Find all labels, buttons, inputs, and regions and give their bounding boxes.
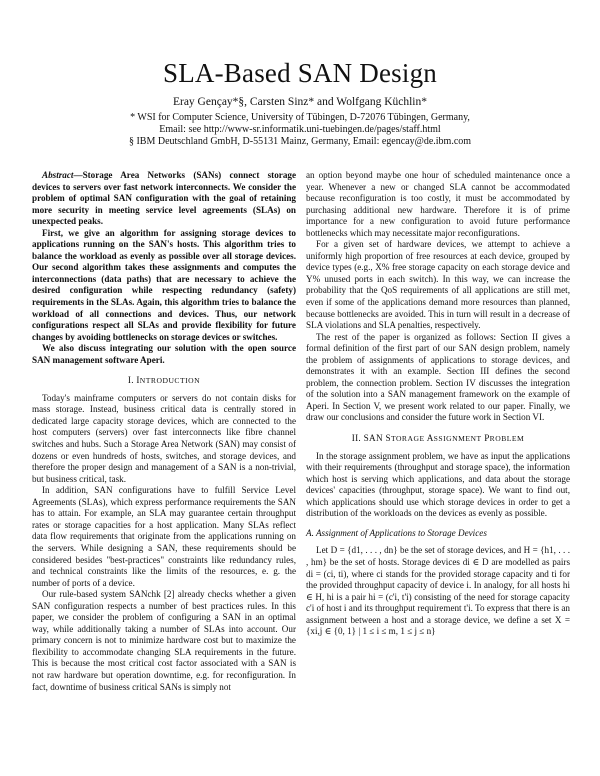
intro-paragraph-5: For a given set of hardware devices, we attempt to achieve a uniformly high proportion of free resources at each device, grouped by device types (e.g., X% free storage capacity on each storage device and Y% unused ports in each switch). In this way, we can increase the probability that the QoS requirements of all applications are still met, even if some of the applications demand more resources than planned, because bottlenecks are avoided. This in turn will result in a decrease of SLA violations and SLA penalties, respectively.: [306, 239, 570, 331]
abstract: [32, 170, 296, 366]
paper-title: SLA-Based SAN Design: [163, 58, 437, 88]
section2-paragraph-2: Let D = {d1, . . . , dn} be the set of storage devices, and H = {h1, . . . , hm} be the set of hosts. Storage devices di ∈ D are modelled as pairs di = (ci, ti), where ci stands for the provided storage capacity and ti for the provided throughput capacity of device i. In analogy, for all hosts hi ∈ H, hi is a pair hi = (c'i, t'i) consisting of the need for storage capacity c'i of host i and its throughput requirement t'i. To express that there is an assignment between a host and a storage device, we define a set X = {xi,j ∈ {0, 1} | 1 ≤ i ≤ m, 1 ≤ j ≤ n}: [306, 545, 570, 637]
intro-paragraph-4: an option beyond maybe one hour of scheduled maintenance once a year. Whenever a new or changed SLA cannot be accommodated because reconfiguration is too costly, it must be accommodated by purchasing additional new hardware. Therefore it is of prime importance for a new configuration to avoid future performance bottlenecks which may necessitate major reconfigurations.: [306, 170, 570, 238]
subsection-heading-assignment: A. Assignment of Applications to Storage Devices: [306, 527, 487, 538]
intro-paragraph-6: The rest of the paper is organized as follows: Section II gives a formal definition of the first part of our SAN design problem, namely the problem of assignments of applications to storage devices, and demonstrates it with an example. Section III defines the second problem, the connection problem. Section IV discusses the integration of the solution into a SAN management framework on the example of Aperi. In Section V, we present work related to our paper. Finally, we draw our conclusions and consider the future work in Section VI.: [306, 331, 570, 423]
abstract-paragraph-3: We also discuss integrating our solution with the open source SAN management software Aperi.: [32, 343, 296, 365]
section-heading-introduction: I. INTRODUCTION: [127, 375, 201, 386]
abstract-paragraph-1: Abstract—Storage Area Networks (SANs) connect storage devices to servers over fast network interconnects. We consider the problem of optimal SAN configuration with the goal of retaining more security in meeting service level agreements (SLAs) on unexpected peaks.: [32, 170, 296, 227]
section-heading-san-storage-assignment: II. SAN STORAGE ASSIGNMENT PROBLEM: [351, 433, 525, 444]
intro-paragraph-2: In addition, SAN configurations have to fulfill Service Level Agreements (SLAs), which express performance requirements the SAN has to attain. For example, an SLA may guarantee certain throughput rates or storage capacities for a host application. Many SLAs reflect data flow requirements that originate from the applications running on the servers. While designing a SAN, these requirements should be considered besides "best-practices" constraints like redundancy rules, and technical constraints like the limits of the resources, e. g. the number of ports of a device.: [32, 485, 296, 588]
left-column: [32, 170, 296, 693]
intro-paragraph-3: Our rule-based system SANchk [2] already checks whether a given SAN configuration respects a number of best practices rules. In this paper, we consider the problem of configuring a SAN in an optimal way, while additionally taking a number of SLAs into account. Our primary concern is not to minimize hardware cost but to maximize the flexibility to accommodate changing SLA requirements in the future. This is because the most critical cost factor associated with a SAN is not raw hardware but operation downtime, e.g. for reconfiguration. In fact, downtime of business critical SANs is simply not: [32, 589, 296, 692]
abstract-paragraph-2: First, we give an algorithm for assigning storage devices to applications running on the SAN's hosts. This algorithm tries to balance the workload as evenly as possible over all storage devices. Our second algorithm takes these assignments and computes the interconnections (data paths) that are necessary to achieve the desired configuration while respecting redundancy (safety) requirements in the SLAs. Again, this algorithm tries to balance the workload of all connections and devices. Thus, our network configurations respect all SLAs and provide flexibility for future changes by avoiding bottlenecks on storage devices or switches.: [32, 227, 296, 342]
author-list: Eray Gençay*§, Carsten Sinz* and Wolfgang Küchlin*: [172, 96, 428, 108]
right-column: [306, 170, 570, 638]
abstract-label: Abstract: [42, 170, 74, 180]
affiliation-3: § IBM Deutschland GmbH, D-55131 Mainz, Germany, Email: egencay@de.ibm.com: [128, 136, 472, 147]
section2-paragraph-1: In the storage assignment problem, we have as input the applications with their requirements (throughput and storage space), the information which host is serving which applications, and data about the storage devices' capacities (throughput, storage space). We want to find out, which applications should use which storage devices in order to get a distribution of the workloads on the devices as evenly as possible.: [306, 450, 570, 519]
affiliation-2: Email: see http://www-sr.informatik.uni-tuebingen.de/pages/staff.html: [159, 124, 441, 135]
intro-paragraph-1: Today's mainframe computers or servers do not contain disks for mass storage. Instead, business critical data is centrally stored in dedicated large capacity storage devices, which are connected to the host computers (servers) over fast interconnects like fibre channel switches and hubs. Such a Storage Area Network (SAN) may consist of dozens or even hundreds of hosts, switches, and storage devices, and therefore the proper design and management of a SAN is a non-trivial, but business critical, task.: [32, 392, 296, 484]
affiliation-1: * WSI for Computer Science, University of Tübingen, D-72076 Tübingen, Germany,: [130, 112, 470, 123]
